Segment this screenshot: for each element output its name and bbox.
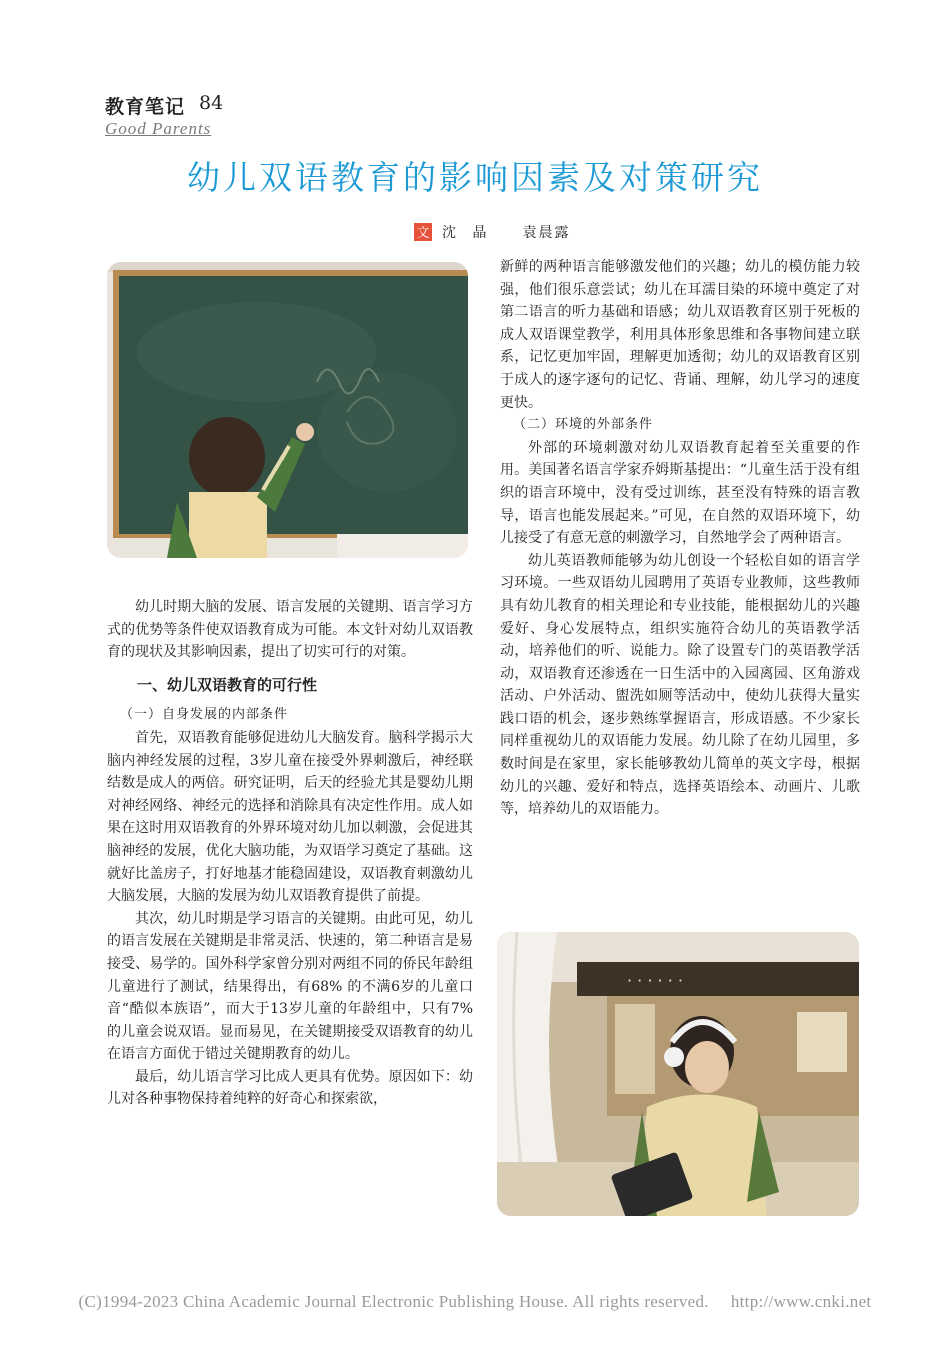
- paragraph-environment: 外部的环境刺激对幼儿双语教育起着至关重要的作用。美国著名语言学家乔姆斯基提出：“儿童生活于没有组织的语言环境中，没有受过训练，甚至没有特殊的语言教导，语言也能发展起来。”可见，在自然的双语环境下，幼儿接受了有意无意的刺激学习，自然地学会了两种语言。: [500, 439, 860, 547]
- left-column: [107, 596, 473, 1111]
- subheading-external: （二）环境的外部条件: [513, 417, 654, 433]
- paragraph-continued: 新鲜的两种语言能够激发他们的兴趣；幼儿的模仿能力较强，他们很乐意尝试；幼儿在耳濡目染的环境中奠定了对第二语言的听力基础和语感；幼儿双语教育区别于死板的成人双语课堂教学，利用具体形象思维和各事物间建立联系，记忆更加牢固，理解更加透彻；幼儿的双语教育区别于成人的逐字逐句的记忆、背诵、理解，幼儿学习的速度更快。: [500, 259, 860, 411]
- paragraph-critical-period: 其次，幼儿时期是学习语言的关键期。由此可见，幼儿的语言发展在关键期是非常灵活、快速的，第二种语言是易接受、易学的。国外科学家曾分别对两组不同的侨民年龄组儿童进行了测试，结果得出，有68% 的不满6岁的儿童口音“酷似本族语”，而大于13岁儿童的年龄组中，只有7% 的儿童会说双语。显而易见，在关键期接受双语教育的幼儿在语言方面优于错过关键期教育的幼儿。: [107, 910, 473, 1063]
- right-column: [500, 256, 860, 821]
- copyright-footer: [0, 1292, 950, 1312]
- headphones-photo: [497, 932, 859, 1216]
- svg-text:· · · · · ·: · · · · · ·: [627, 971, 683, 990]
- magazine-name: Good Parents: [105, 119, 212, 138]
- author-1: 沈 晶: [442, 224, 493, 241]
- subheading-internal: （一）自身发展的内部条件: [120, 707, 289, 723]
- paragraph-advantage: 最后，幼儿语言学习比成人更具有优势。原因如下：幼儿对各种事物保持着纯粹的好奇心和探索欲，: [107, 1068, 473, 1108]
- byline-tag: 文: [414, 223, 432, 241]
- author-2: 袁晨露: [522, 224, 571, 241]
- chalkboard-photo: [107, 262, 468, 558]
- byline: [414, 222, 570, 241]
- heading-feasibility: 一、幼儿双语教育的可行性: [137, 675, 318, 694]
- copyright-text: (C)1994-2023 China Academic Journal Electronic Publishing House. All rights reserved.: [78, 1292, 709, 1311]
- paragraph-brain: 首先，双语教育能够促进幼儿大脑发育。脑科学揭示大脑内神经发展的过程，3岁儿童在接受外界刺激后，神经联结数是成人的两倍。研究证明，后天的经验尤其是婴幼儿期对神经网络、神经元的选择和消除具有决定性作用。成人如果在这时用双语教育的外界环境对幼儿加以刺激，会促进其脑神经的发展，优化大脑功能，为双语学习奠定了基础。这就好比盖房子，打好地基才能稳固建设，双语教育刺激幼儿大脑发展，大脑的发展为幼儿双语教育提供了前提。: [107, 729, 473, 905]
- footer-url[interactable]: http://www.cnki.net: [730, 1292, 872, 1311]
- article-title: 幼儿双语教育的影响因素及对策研究: [187, 158, 763, 197]
- paragraph-teachers: 幼儿英语教师能够为幼儿创设一个轻松自如的语言学习环境。一些双语幼儿园聘用了英语专业教师，这些教师具有幼儿教育的相关理论和专业技能，能根据幼儿的兴趣爱好、身心发展特点，组织实施符合幼儿的英语教学活动，培养他们的听、说能力。除了设置专门的英语教学活动，双语教育还渗透在一日生活中的入园离园、区角游戏活动、户外活动、盥洗如厕等活动中，使幼儿获得大量实践口语的机会，逐步熟练掌握语言，形成语感。不少家长同样重视幼儿的双语能力发展。幼儿除了在幼儿园里，多数时间是在家里，家长能够教幼儿简单的英文字母，根据幼儿的兴趣、爱好和特点，选择英语绘本、动画片、儿歌等，培养幼儿的双语能力。: [500, 552, 860, 818]
- intro-paragraph: 幼儿时期大脑的发展、语言发展的关键期、语言学习方式的优势等条件使双语教育成为可能。本文针对幼儿双语教育的现状及其影响因素，提出了切实可行的对策。: [107, 599, 473, 661]
- page-number: 84: [199, 92, 224, 114]
- section-name: 教育笔记: [105, 96, 186, 118]
